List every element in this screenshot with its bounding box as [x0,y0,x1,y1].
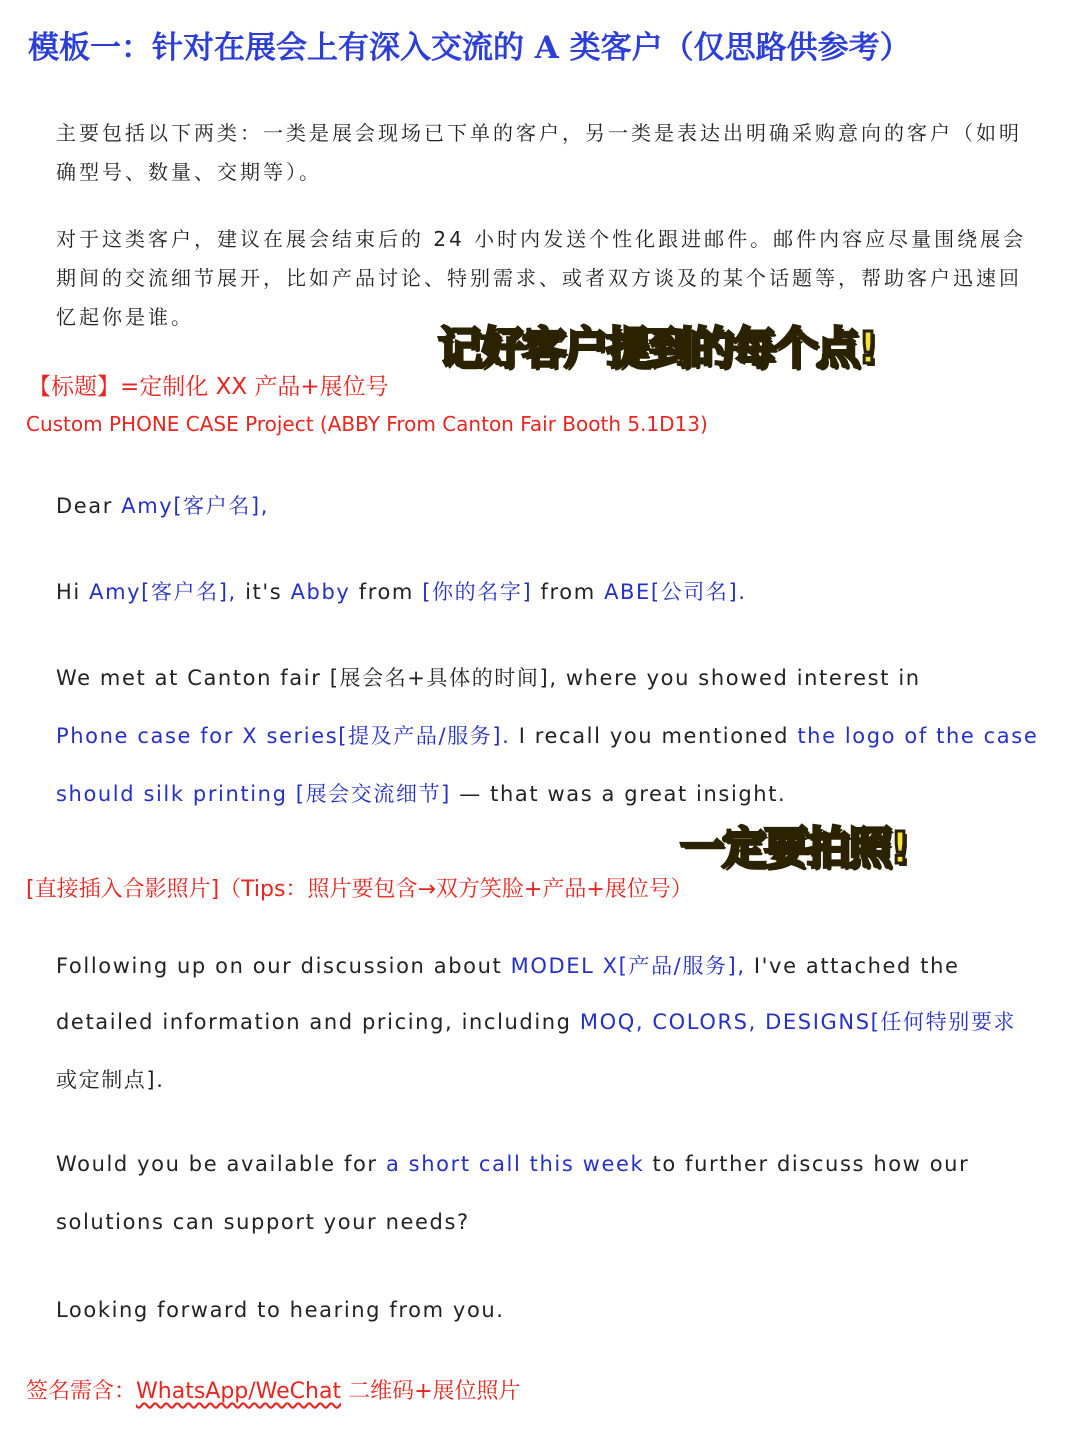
email-call-line-1 [56,1152,969,1176]
email-call-line-2: solutions can support your needs? [56,1210,470,1234]
call-text-c: to further discuss how our [644,1152,970,1176]
email-followup-line-3: 或定制点]. [56,1068,165,1092]
met-event-tag: [展会名+具体的时间] [329,666,550,690]
met-detail-b: should silk printing [展会交流细节] [56,782,451,806]
intro-paragraph-1: 主要包括以下两类：一类是展会现场已下单的客户，另一类是表达出明确采购意向的客户（如明确型号、数量、交期等）。 [56,121,1022,184]
followup-options: MOQ, COLORS, DESIGNS[任何特别要求 [579,1010,1017,1034]
email-met-line-1 [56,662,921,692]
met-text-c: , where you showed interest in [549,666,921,690]
signature-rest: 二维码+展位照片 [341,1379,521,1404]
hi-mid: it's [236,580,291,604]
signature-line [26,1374,521,1405]
followup-model: MODEL X[产品/服务], [510,954,746,978]
hi-self: Abby [290,580,351,604]
email-followup-line-1 [56,950,960,980]
intro-paragraph-2: 对于这类客户，建议在展会结束后的 24 小时内发送个性化跟进邮件。邮件内容应尽量围绕展会期间的交流细节展开，比如产品讨论、特别需求、或者双方谈及的某个话题等，帮助客户迅速回忆起你是谁。 [56,227,1027,329]
subject-example: Custom PHONE CASE Project (ABBY From Canton Fair Booth 5.1D13) [26,412,708,436]
email-followup-line-2 [56,1006,1016,1036]
photo-tip: [直接插入合影照片]（Tips：照片要包含→双方笑脸+产品+展位号） [26,877,693,902]
signature-contact-link: WhatsApp/WeChat [136,1379,342,1404]
hi-self-tag: [你的名字] [422,580,533,604]
hi-from2: from [532,580,605,604]
page-title: 模板一：针对在展会上有深入交流的 A 类客户（仅思路供参考） [28,30,911,66]
followup-text-a: Following up on our discussion about [56,954,511,978]
email-dear-line [56,490,269,520]
subject-label: 【标题】=定制化 XX 产品+展位号 [28,374,389,400]
met-recall: I recall you mentioned [510,724,798,748]
met-text-a: We met at Canton fair [56,666,330,690]
hi-name: Amy[客户名], [89,580,237,604]
email-met-line-3 [56,778,786,808]
met-detail-a: the logo of the case [797,724,1039,748]
email-met-line-2 [56,720,1038,750]
hi-prefix: Hi [56,580,90,604]
sticker-note-remember-points: 记好客户提到的每个点! [438,323,877,374]
dear-prefix: Dear [56,494,122,518]
signature-label: 签名需含： [26,1379,137,1404]
met-product: Phone case for X series[提及产品/服务]. [56,724,511,748]
followup-text-c: I've attached the [745,954,960,978]
followup-details: detailed information and pricing, including [56,1010,580,1034]
email-closing: Looking forward to hearing from you. [56,1298,505,1322]
sticker-note-take-photo: 一定要拍照! [680,823,909,874]
call-text-a: Would you be available for [56,1152,386,1176]
dear-name: Amy[客户名], [121,494,269,518]
call-short: a short call this week [385,1152,645,1176]
met-insight: — that was a great insight. [450,782,787,806]
email-hi-line [56,576,747,606]
hi-company: ABE[公司名]. [604,580,747,604]
hi-from1: from [350,580,423,604]
